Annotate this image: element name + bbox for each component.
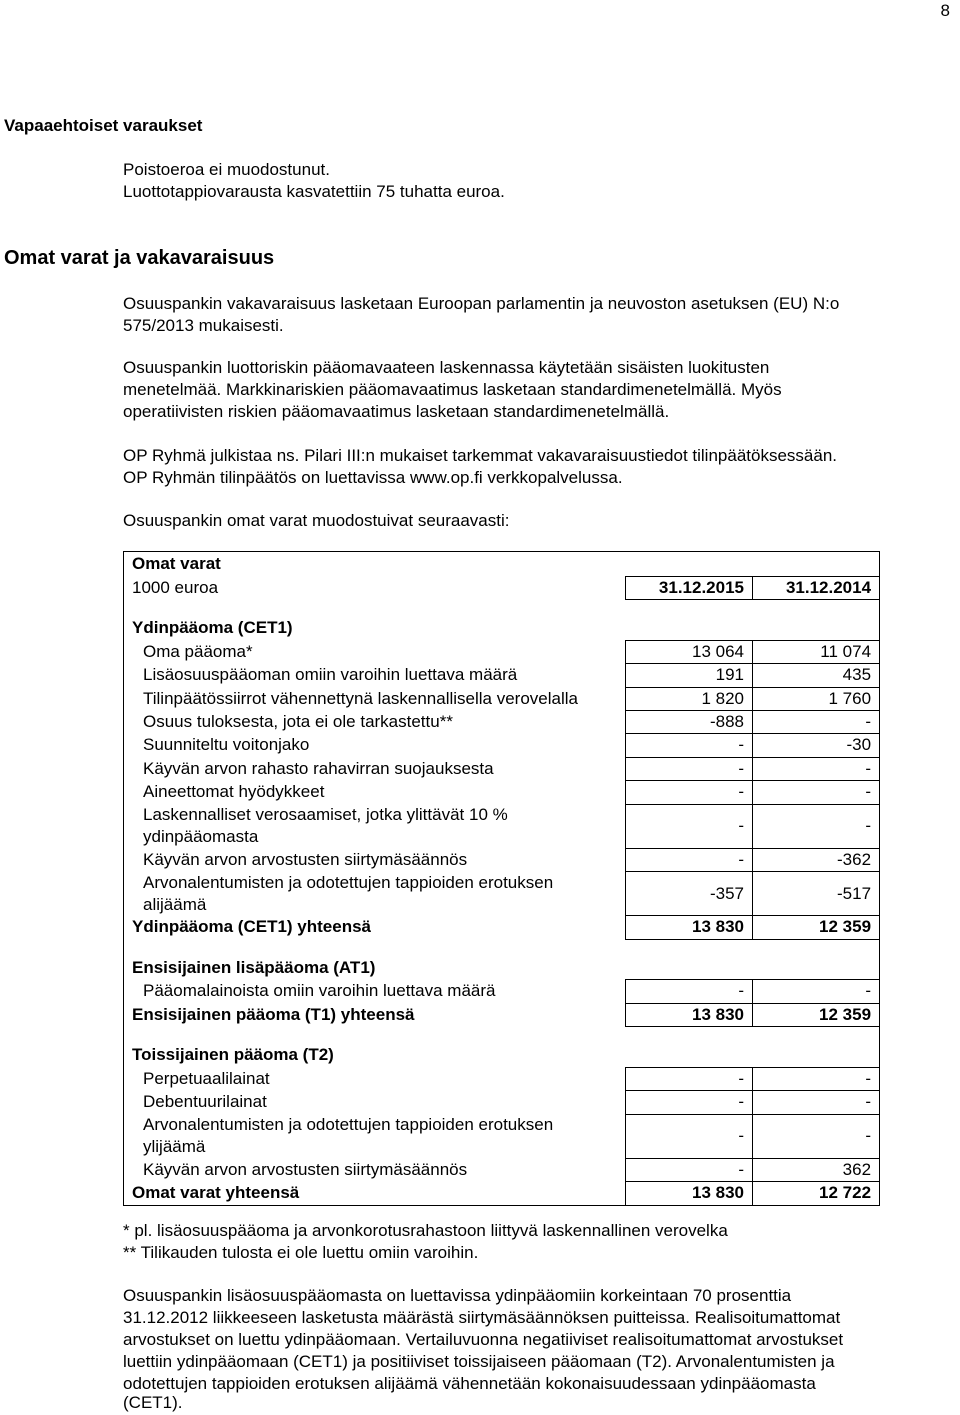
heading-voluntary-reserves: Vapaaehtoiset varaukset: [4, 116, 203, 135]
paragraph-line: Osuuspankin lisäosuuspääomasta on luettavissa ydinpääomiin korkeintaan 70 prosenttia: [123, 1286, 792, 1305]
table-row: Käyvän arvon rahasto rahavirran suojauksesta - -: [124, 757, 880, 781]
section-heading-t2: Toissijainen pääoma (T2): [132, 1045, 334, 1064]
table-row: Arvonalentumisten ja odotettujen tappioiden erotuksen ylijäämä - -: [124, 1114, 880, 1158]
table-row: Tilinpäätössiirrot vähennettynä laskennallisella verovelalla 1 820 1 760: [124, 687, 880, 710]
paragraph-reserves-2: Luottotappiovarausta kasvatettiin 75 tuhatta euroa.: [123, 182, 505, 201]
table-row: Osuus tuloksesta, jota ei ole tarkastettu** -888 -: [124, 710, 880, 734]
table-row: Aineettomat hyödykkeet - -: [124, 781, 880, 805]
paragraph-line: 575/2013 mukaisesti.: [123, 316, 284, 335]
table-unit: 1000 euroa: [132, 577, 219, 597]
table-row: Lisäosuuspääoman omiin varoihin luettava määrä 191 435: [124, 664, 880, 688]
paragraph-line: Osuuspankin luottoriskin pääomavaateen laskennassa käytetään sisäisten luokitusten: [123, 358, 770, 377]
table-row: Käyvän arvon arvostusten siirtymäsäännös - -362: [124, 848, 880, 872]
table-row: Laskennalliset verosaamiset, jotka ylittävät 10 % ydinpääomasta - -: [124, 804, 880, 848]
heading-own-funds: Omat varat ja vakavaraisuus: [4, 247, 275, 269]
table-title: Omat varat: [124, 552, 880, 577]
paragraph-line: arvostukset on luettu ydinpääomaan. Vertailuvuonna negatiiviset realisoitumattomat arvostukset: [123, 1330, 844, 1349]
paragraph-line: operatiivisten riskien pääomavaatimus lasketaan standardimenetelmällä.: [123, 402, 670, 421]
paragraph-line: odotettujen tappioiden erotuksen alijäämä vähennetään kokonaisuudessaan ydinpääomasta: [123, 1374, 816, 1393]
table-row: Arvonalentumisten ja odotettujen tappioiden erotuksen alijäämä -357 -517: [124, 872, 880, 916]
table-row: Perpetuaalilainat - -: [124, 1067, 880, 1091]
column-header-2015: 31.12.2015: [626, 576, 753, 600]
paragraph-line: menetelmää. Markkinariskien pääomavaatimus lasketaan standardimenetelmällä. Myös: [123, 380, 782, 399]
table-row: Debentuurilainat - -: [124, 1091, 880, 1115]
paragraph-line: Osuuspankin vakavaraisuus lasketaan Euroopan parlamentin ja neuvoston asetuksen (EU) N:o: [123, 294, 840, 313]
own-funds-table: [123, 551, 880, 1206]
paragraph-line: 31.12.2012 liikkeeseen lasketusta määrästä siirtymäsäännöksen puitteissa. Realisoitumattomat: [123, 1308, 841, 1327]
paragraph-line: OP Ryhmän tilinpäätös on luettavissa www.op.fi verkkopalvelussa.: [123, 468, 623, 487]
column-header-2014: 31.12.2014: [753, 576, 880, 600]
paragraph-reserves-1: Poistoeroa ei muodostunut.: [123, 160, 330, 179]
total-row-own-funds: Omat varat yhteensä 13 830 12 722: [124, 1182, 880, 1206]
page-number: 8: [940, 1, 950, 20]
table-row: Suunniteltu voitonjako - -30: [124, 734, 880, 758]
paragraph-line: OP Ryhmä julkistaa ns. Pilari III:n mukaiset tarkemmat vakavaraisuustiedot tilinpäätöksessään.: [123, 446, 837, 465]
table-row: Oma pääoma* 13 064 11 074: [124, 640, 880, 664]
total-row-t1: Ensisijainen pääoma (T1) yhteensä 13 830 12 359: [124, 1003, 880, 1027]
paragraph-line: luettiin ydinpääomaan (CET1) ja positiiviset toissijaiseen pääomaan (T2). Arvonalentumisten ja: [123, 1352, 835, 1371]
table-row: Pääomalainoista omiin varoihin luettava määrä - -: [124, 980, 880, 1004]
footnote: * pl. lisäosuuspääoma ja arvonkorotusrahastoon liittyvä laskennallinen verovelka: [123, 1221, 728, 1240]
paragraph-line: Osuuspankin omat varat muodostuivat seuraavasti:: [123, 511, 510, 530]
footnote: ** Tilikauden tulosta ei ole luettu omiin varoihin.: [123, 1243, 479, 1262]
section-heading-cet1: Ydinpääoma (CET1): [132, 618, 293, 637]
paragraph-line: (CET1).: [123, 1393, 183, 1412]
section-heading-at1: Ensisijainen lisäpääoma (AT1): [132, 957, 376, 977]
table-row: Käyvän arvon arvostusten siirtymäsäännös - 362: [124, 1158, 880, 1182]
total-row-cet1: Ydinpääoma (CET1) yhteensä 13 830 12 359: [124, 916, 880, 940]
